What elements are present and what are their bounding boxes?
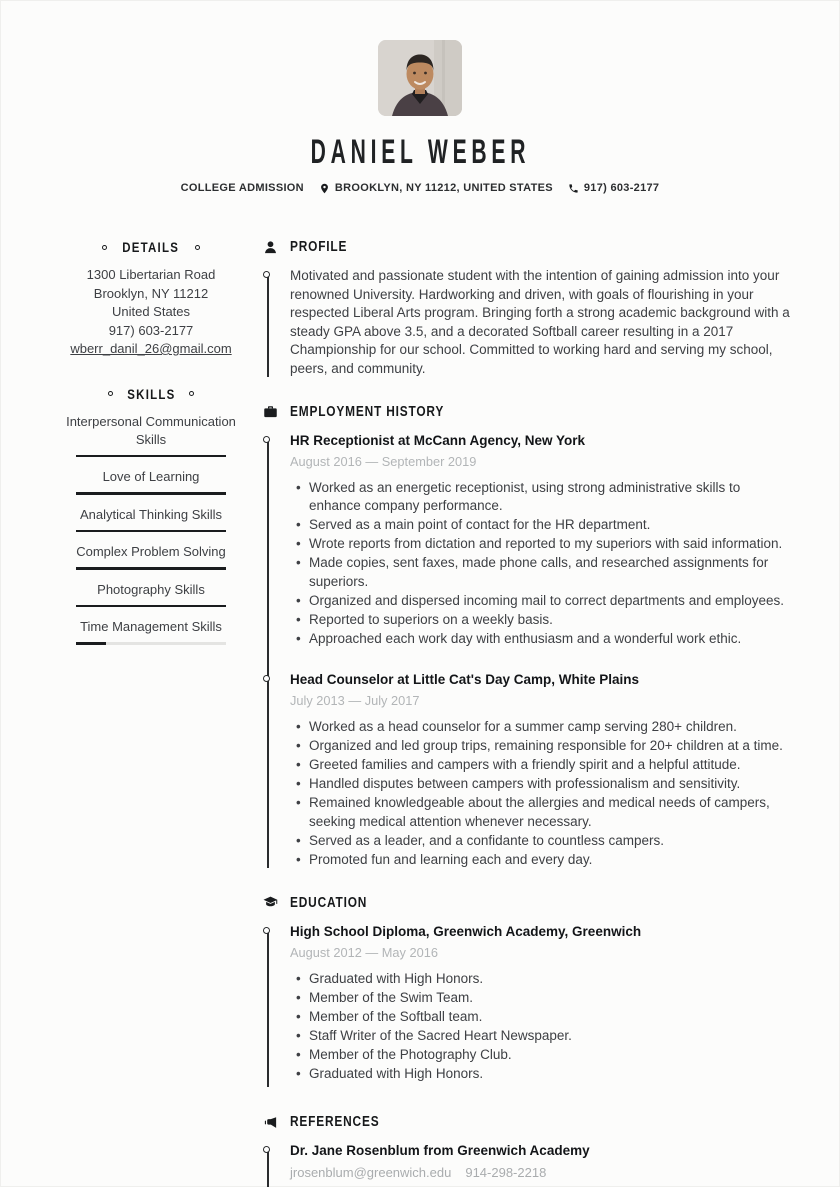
employment-title: EMPLOYMENT HISTORY bbox=[290, 403, 445, 420]
job-bullet: • Organized and led group trips, remaining responsible for 20+ children at a time. bbox=[290, 737, 795, 756]
skill-level-fill bbox=[76, 642, 106, 645]
education-bullet: • Graduated with High Honors. bbox=[290, 1065, 795, 1084]
education-period: August 2012 — May 2016 bbox=[290, 944, 438, 960]
timeline-dot-icon bbox=[263, 436, 270, 443]
briefcase-icon bbox=[262, 404, 278, 420]
education-entry bbox=[290, 923, 795, 1084]
skill-item bbox=[62, 468, 240, 495]
skills-title: SKILLS bbox=[126, 385, 176, 402]
detail-line: Brooklyn, NY 11212 bbox=[93, 285, 209, 301]
skill-label: Love of Learning bbox=[102, 469, 200, 484]
reference-entry bbox=[290, 1142, 795, 1182]
job-title: Head Counselor at Little Cat's Day Camp, White Plains bbox=[290, 671, 640, 687]
reference-email: jrosenblum@greenwich.edu bbox=[290, 1165, 452, 1181]
job-bullet: • Served as a leader, and a confidante to countless campers. bbox=[290, 832, 795, 851]
location-item: BROOKLYN, NY 11212, UNITED STATES bbox=[319, 182, 553, 194]
skill-level-fill bbox=[76, 492, 226, 495]
skill-level-bar bbox=[76, 642, 226, 645]
skill-level-bar bbox=[76, 455, 226, 458]
skills-header bbox=[62, 386, 240, 402]
profile-text: Motivated and passionate student with the intention of gaining admission into your renowned University. Hardworking and driven, with goals of flourishing in your respected Liberal Arts program. Bringing forth a strong academic background with a steady GPA above 3.5, and a decorated Softball career resulting in a 2017 Championship for our school. Committed to working hard and serving my school, peers, and community. bbox=[290, 268, 790, 376]
details-lines bbox=[62, 266, 240, 340]
job-period: July 2013 — July 2017 bbox=[290, 692, 420, 708]
detail-line: 1300 Libertarian Road bbox=[86, 267, 216, 282]
role-label: COLLEGE ADMISSION bbox=[180, 182, 304, 194]
job-title: HR Receptionist at McCann Agency, New York bbox=[290, 432, 586, 448]
timeline-dot-icon bbox=[263, 927, 270, 934]
job-bullet: • Greeted families and campers with a friendly spirit and a helpful attitude. bbox=[290, 756, 795, 775]
job-period: August 2016 — September 2019 bbox=[290, 453, 477, 469]
graduation-cap-icon bbox=[262, 895, 278, 911]
employment-section bbox=[262, 404, 795, 870]
profile-entry bbox=[290, 267, 795, 379]
skill-level-fill bbox=[76, 530, 226, 533]
job-bullet: • Served as a main point of contact for the HR department. bbox=[290, 516, 795, 535]
education-bullet: • Member of the Swim Team. bbox=[290, 989, 795, 1008]
email-link[interactable]: wberr_danil_26@gmail.com bbox=[70, 341, 232, 356]
profile-section bbox=[262, 239, 795, 379]
skill-item bbox=[62, 543, 240, 570]
reference-phone: 914-298-2218 bbox=[465, 1165, 547, 1181]
ring-decoration-icon bbox=[102, 245, 107, 250]
detail-line: 917) 603-2177 bbox=[108, 322, 194, 338]
skill-item bbox=[62, 581, 240, 608]
job-bullet: • Worked as an energetic receptionist, using strong administrative skills to enhance company performance. bbox=[290, 479, 795, 516]
job-bullet-list bbox=[290, 479, 795, 649]
references-title: REFERENCES bbox=[290, 1114, 380, 1131]
portrait-photo-graphic bbox=[378, 40, 462, 116]
skills-section bbox=[62, 386, 240, 645]
main-content bbox=[262, 239, 795, 1187]
skill-item bbox=[62, 618, 240, 645]
skill-label: Time Management Skills bbox=[80, 619, 222, 634]
sidebar bbox=[62, 239, 240, 1187]
job-bullet: • Organized and dispersed incoming mail to correct departments and employees. bbox=[290, 592, 795, 611]
education-bullet: • Graduated with High Honors. bbox=[290, 970, 795, 989]
detail-line: United States bbox=[111, 304, 191, 319]
reference-name: Dr. Jane Rosenblum from Greenwich Academy bbox=[290, 1143, 590, 1159]
education-bullet: • Staff Writer of the Sacred Heart Newspaper. bbox=[290, 1027, 795, 1046]
education-bullet: • Member of the Softball team. bbox=[290, 1008, 795, 1027]
job-bullet: • Approached each work day with enthusiasm and a wonderful work ethic. bbox=[290, 630, 795, 649]
skill-level-fill bbox=[76, 605, 226, 608]
details-title: DETAILS bbox=[122, 239, 180, 255]
user-icon bbox=[262, 239, 278, 255]
education-title: EDUCATION bbox=[290, 894, 368, 911]
skill-label: Photography Skills bbox=[97, 581, 205, 597]
skill-item bbox=[62, 413, 240, 458]
skill-label: Analytical Thinking Skills bbox=[79, 506, 223, 522]
employment-entry bbox=[290, 432, 795, 649]
skill-level-bar bbox=[76, 530, 226, 533]
skill-level-fill bbox=[76, 567, 226, 570]
reference-contact bbox=[290, 1164, 795, 1182]
education-section bbox=[262, 895, 795, 1090]
education-bullet: • Member of the Photography Club. bbox=[290, 1046, 795, 1065]
job-bullet: • Promoted fun and learning each and every day. bbox=[290, 851, 795, 870]
job-bullet: • Wrote reports from dictation and reported to my superiors with said information. bbox=[290, 535, 795, 554]
page-title: DANIEL WEBER bbox=[310, 131, 530, 172]
ring-decoration-icon bbox=[108, 391, 113, 396]
job-bullet: • Reported to superiors on a weekly basis. bbox=[290, 611, 795, 630]
profile-title: PROFILE bbox=[290, 239, 348, 255]
map-pin-icon bbox=[319, 183, 330, 194]
skill-level-bar bbox=[76, 492, 226, 495]
timeline-dot-icon bbox=[263, 271, 270, 278]
skill-label: Complex Problem Solving bbox=[76, 544, 226, 559]
skills-list bbox=[62, 413, 240, 645]
resume-header bbox=[0, 0, 840, 194]
education-bullet-list bbox=[290, 970, 795, 1084]
contact-meta-row bbox=[0, 182, 840, 194]
employment-entry bbox=[290, 671, 795, 870]
phone-icon bbox=[568, 183, 579, 194]
job-bullet: • Worked as a head counselor for a summer camp serving 280+ children. bbox=[290, 718, 795, 737]
skill-item bbox=[62, 506, 240, 533]
skill-label: Interpersonal Communication Skills bbox=[66, 413, 236, 447]
megaphone-icon bbox=[262, 1114, 278, 1130]
skill-level-bar bbox=[76, 567, 226, 570]
job-bullet: • Made copies, sent faxes, made phone calls, and researched assignments for superiors. bbox=[290, 554, 795, 591]
job-bullet-list bbox=[290, 718, 795, 870]
ring-decoration-icon bbox=[195, 245, 200, 250]
timeline-dot-icon bbox=[263, 675, 270, 682]
skill-level-bar bbox=[76, 605, 226, 608]
timeline-dot-icon bbox=[263, 1146, 270, 1153]
job-bullet: • Remained knowledgeable about the allergies and medical needs of campers, seeking medical attention whenever necessary. bbox=[290, 794, 795, 831]
avatar bbox=[378, 40, 462, 116]
education-degree: High School Diploma, Greenwich Academy, Greenwich bbox=[290, 923, 642, 939]
phone-item: 917) 603-2177 bbox=[568, 182, 659, 194]
details-header bbox=[62, 239, 240, 255]
job-bullet: • Handled disputes between campers with professionalism and sensitivity. bbox=[290, 775, 795, 794]
skill-level-fill bbox=[76, 455, 226, 458]
ring-decoration-icon bbox=[189, 391, 194, 396]
references-section bbox=[262, 1114, 795, 1187]
